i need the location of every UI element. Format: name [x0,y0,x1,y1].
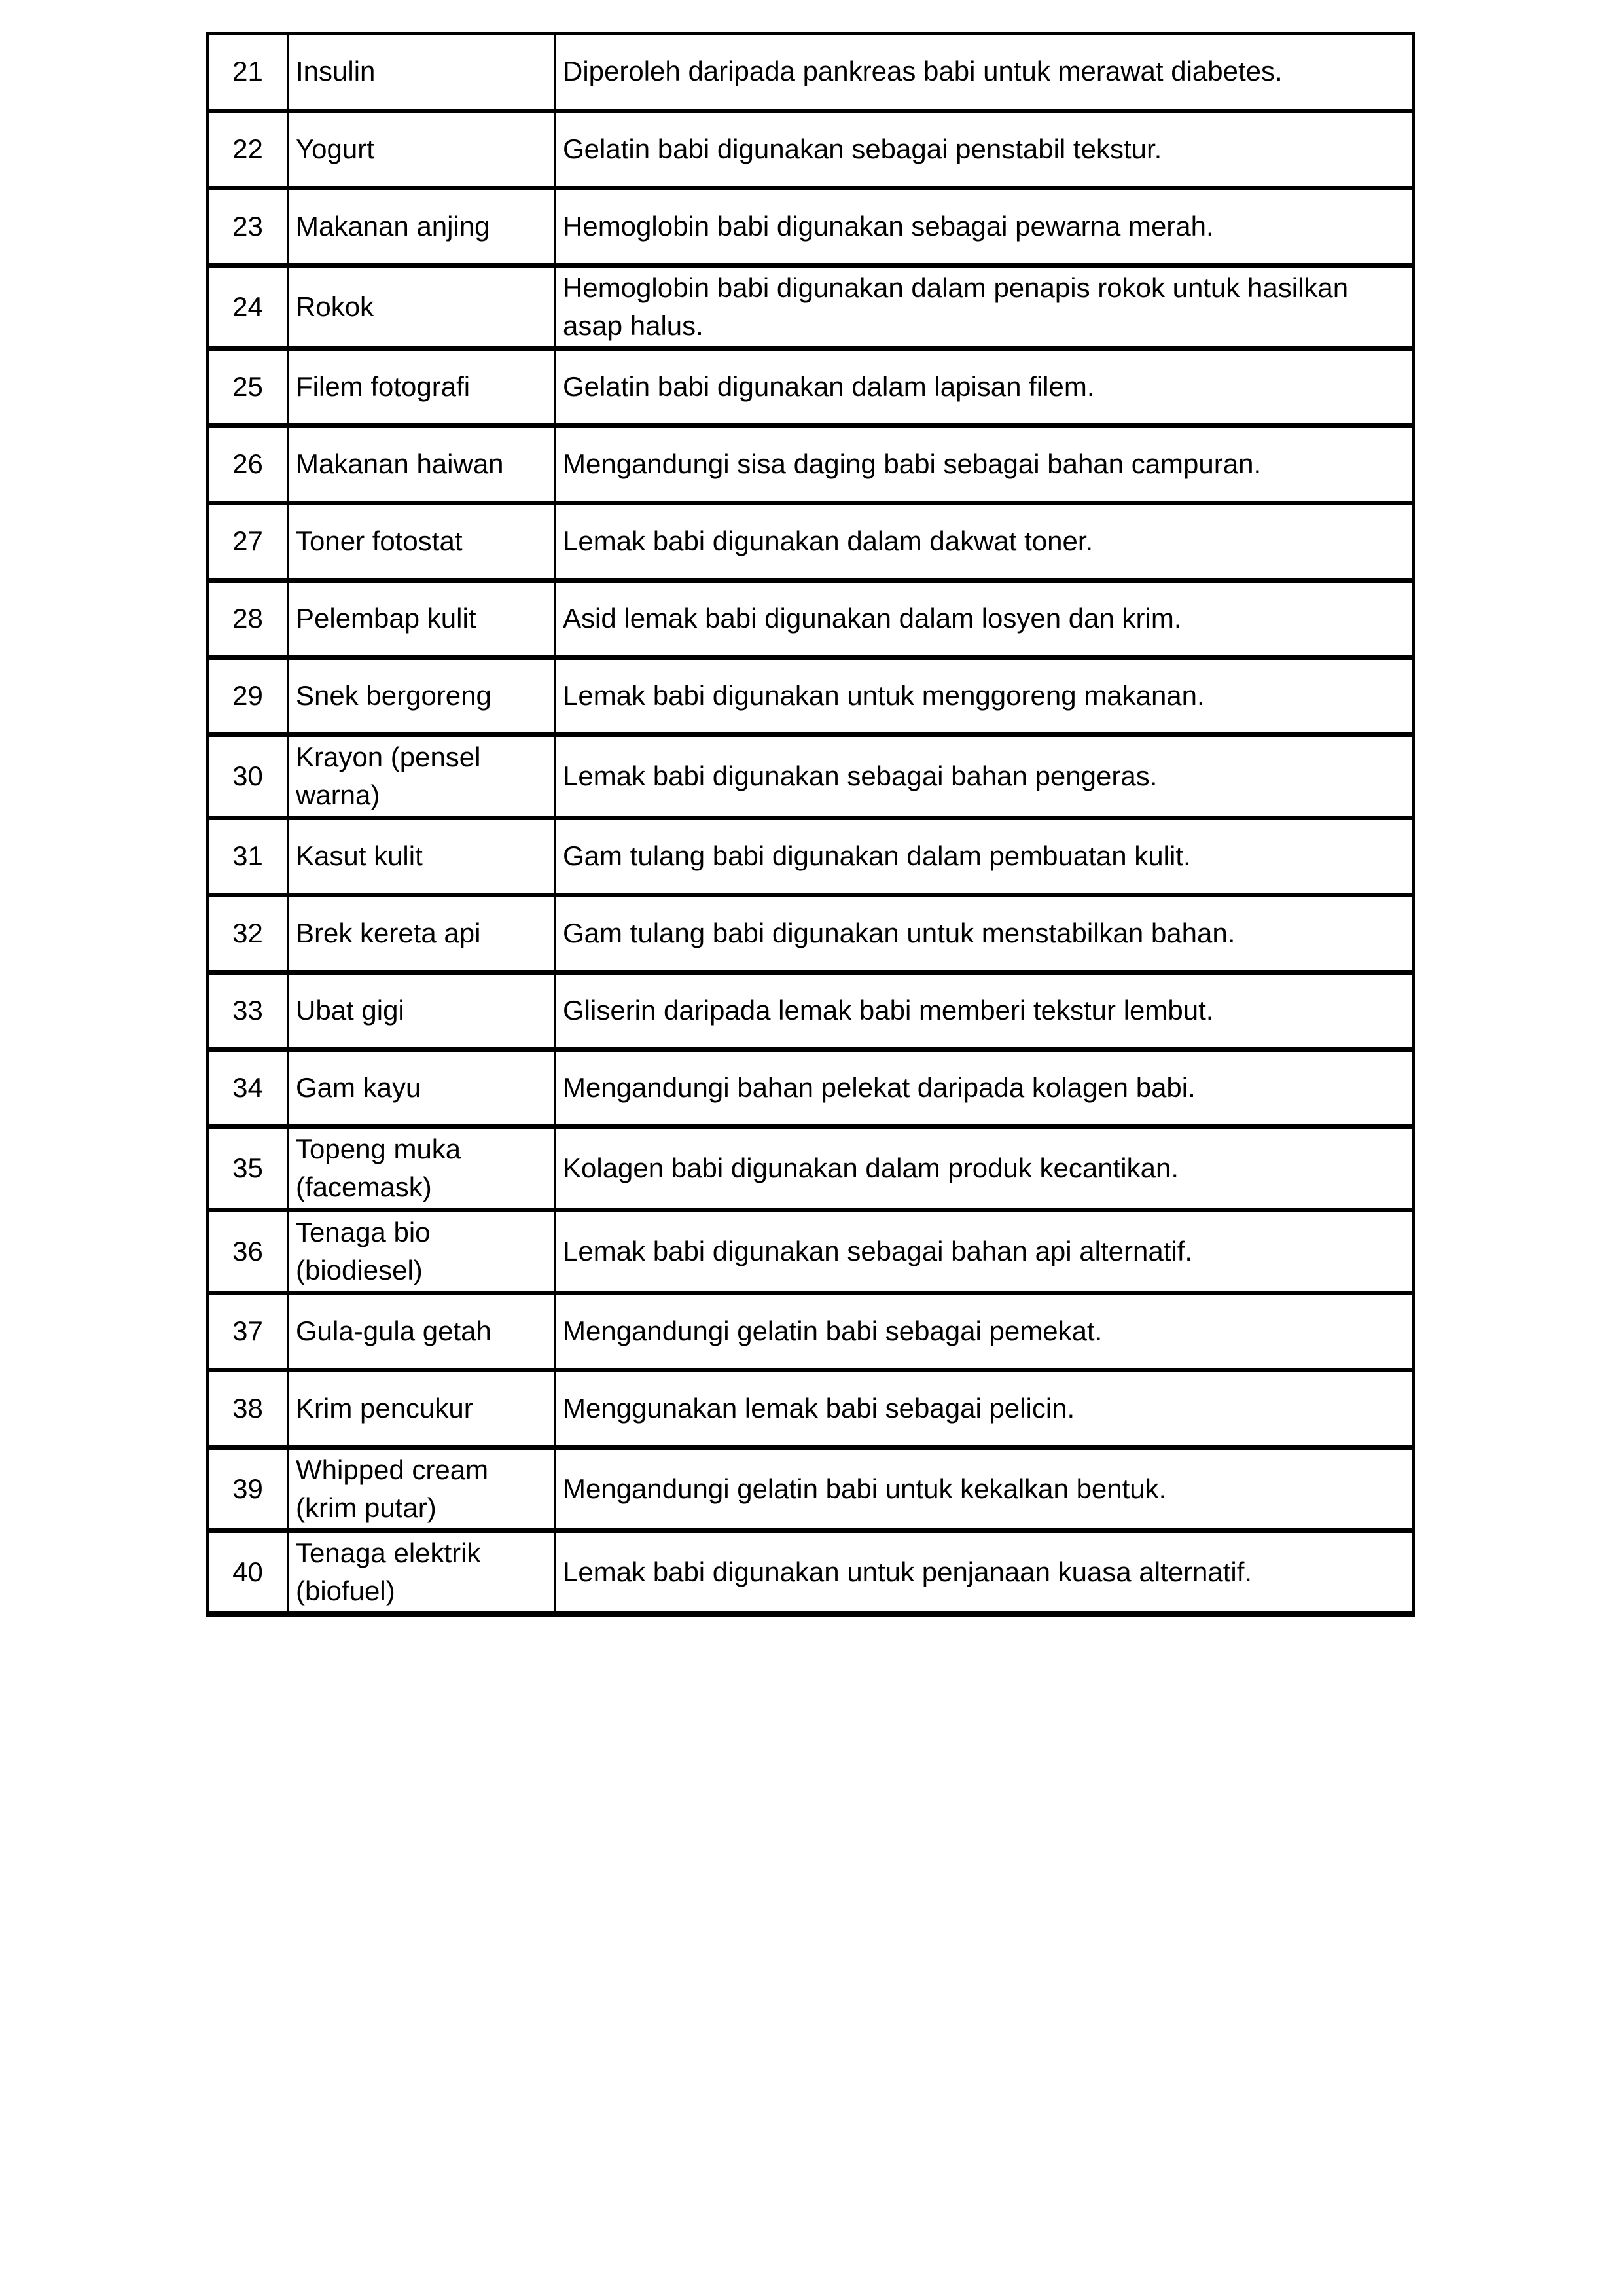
table-row [207,972,1414,1049]
table-row [207,817,1414,895]
row-number-cell: 28 [207,580,288,657]
row-number-cell: 24 [207,265,288,348]
table-row [207,1370,1414,1447]
table-row [207,1126,1414,1210]
table-row [207,895,1414,972]
row-number-cell: 40 [207,1530,288,1614]
usage-description-cell: Lemak babi digunakan sebagai bahan api alternatif. [555,1210,1414,1293]
product-name-cell: Tenaga elektrik (biofuel) [288,1530,555,1614]
table-row [207,33,1414,111]
product-name-cell: Whipped cream (krim putar) [288,1447,555,1530]
product-name-cell: Snek bergoreng [288,657,555,734]
usage-description-cell: Gliserin daripada lemak babi memberi tekstur lembut. [555,972,1414,1049]
product-name-cell: Brek kereta api [288,895,555,972]
product-name-cell: Tenaga bio (biodiesel) [288,1210,555,1293]
product-name-cell: Makanan haiwan [288,425,555,503]
product-name-cell: Kasut kulit [288,817,555,895]
row-number-cell: 34 [207,1049,288,1126]
table-row [207,657,1414,734]
table-row [207,348,1414,425]
product-name-cell: Makanan anjing [288,188,555,265]
table-row [207,265,1414,348]
row-number-cell: 33 [207,972,288,1049]
product-name-cell: Ubat gigi [288,972,555,1049]
usage-description-cell: Gam tulang babi digunakan untuk menstabilkan bahan. [555,895,1414,972]
row-number-cell: 39 [207,1447,288,1530]
row-number-cell: 26 [207,425,288,503]
usage-description-cell: Diperoleh daripada pankreas babi untuk merawat diabetes. [555,33,1414,111]
usage-description-cell: Lemak babi digunakan sebagai bahan pengeras. [555,734,1414,817]
product-name-cell: Yogurt [288,111,555,188]
product-name-cell: Gula-gula getah [288,1293,555,1370]
row-number-cell: 22 [207,111,288,188]
usage-description-cell: Mengandungi gelatin babi sebagai pemekat. [555,1293,1414,1370]
usage-description-cell: Gelatin babi digunakan dalam lapisan filem. [555,348,1414,425]
row-number-cell: 25 [207,348,288,425]
product-name-cell: Krayon (pensel warna) [288,734,555,817]
row-number-cell: 30 [207,734,288,817]
table-row [207,1293,1414,1370]
product-name-cell: Toner fotostat [288,503,555,580]
table-row [207,188,1414,265]
table-row [207,1049,1414,1126]
usage-description-cell: Gam tulang babi digunakan dalam pembuatan kulit. [555,817,1414,895]
usage-description-cell: Lemak babi digunakan untuk menggoreng makanan. [555,657,1414,734]
usage-description-cell: Asid lemak babi digunakan dalam losyen dan krim. [555,580,1414,657]
table-row [207,1447,1414,1530]
row-number-cell: 27 [207,503,288,580]
product-name-cell: Rokok [288,265,555,348]
usage-description-cell: Hemoglobin babi digunakan sebagai pewarna merah. [555,188,1414,265]
table-row [207,425,1414,503]
usage-description-cell: Mengandungi gelatin babi untuk kekalkan bentuk. [555,1447,1414,1530]
pig-derived-products-table [206,32,1415,1617]
row-number-cell: 38 [207,1370,288,1447]
row-number-cell: 35 [207,1126,288,1210]
row-number-cell: 32 [207,895,288,972]
table-row [207,580,1414,657]
usage-description-cell: Lemak babi digunakan dalam dakwat toner. [555,503,1414,580]
product-name-cell: Insulin [288,33,555,111]
product-name-cell: Gam kayu [288,1049,555,1126]
product-name-cell: Filem fotografi [288,348,555,425]
row-number-cell: 29 [207,657,288,734]
usage-description-cell: Gelatin babi digunakan sebagai penstabil tekstur. [555,111,1414,188]
table-row [207,1530,1414,1614]
usage-description-cell: Lemak babi digunakan untuk penjanaan kuasa alternatif. [555,1530,1414,1614]
product-name-cell: Pelembap kulit [288,580,555,657]
table-row [207,503,1414,580]
usage-description-cell: Menggunakan lemak babi sebagai pelicin. [555,1370,1414,1447]
usage-description-cell: Kolagen babi digunakan dalam produk kecantikan. [555,1126,1414,1210]
row-number-cell: 21 [207,33,288,111]
table-body [207,33,1414,1614]
row-number-cell: 36 [207,1210,288,1293]
usage-description-cell: Hemoglobin babi digunakan dalam penapis rokok untuk hasilkan asap halus. [555,265,1414,348]
usage-description-cell: Mengandungi sisa daging babi sebagai bahan campuran. [555,425,1414,503]
row-number-cell: 23 [207,188,288,265]
table-row [207,1210,1414,1293]
table-row [207,734,1414,817]
table-row [207,111,1414,188]
product-name-cell: Krim pencukur [288,1370,555,1447]
product-name-cell: Topeng muka (facemask) [288,1126,555,1210]
row-number-cell: 37 [207,1293,288,1370]
usage-description-cell: Mengandungi bahan pelekat daripada kolagen babi. [555,1049,1414,1126]
row-number-cell: 31 [207,817,288,895]
